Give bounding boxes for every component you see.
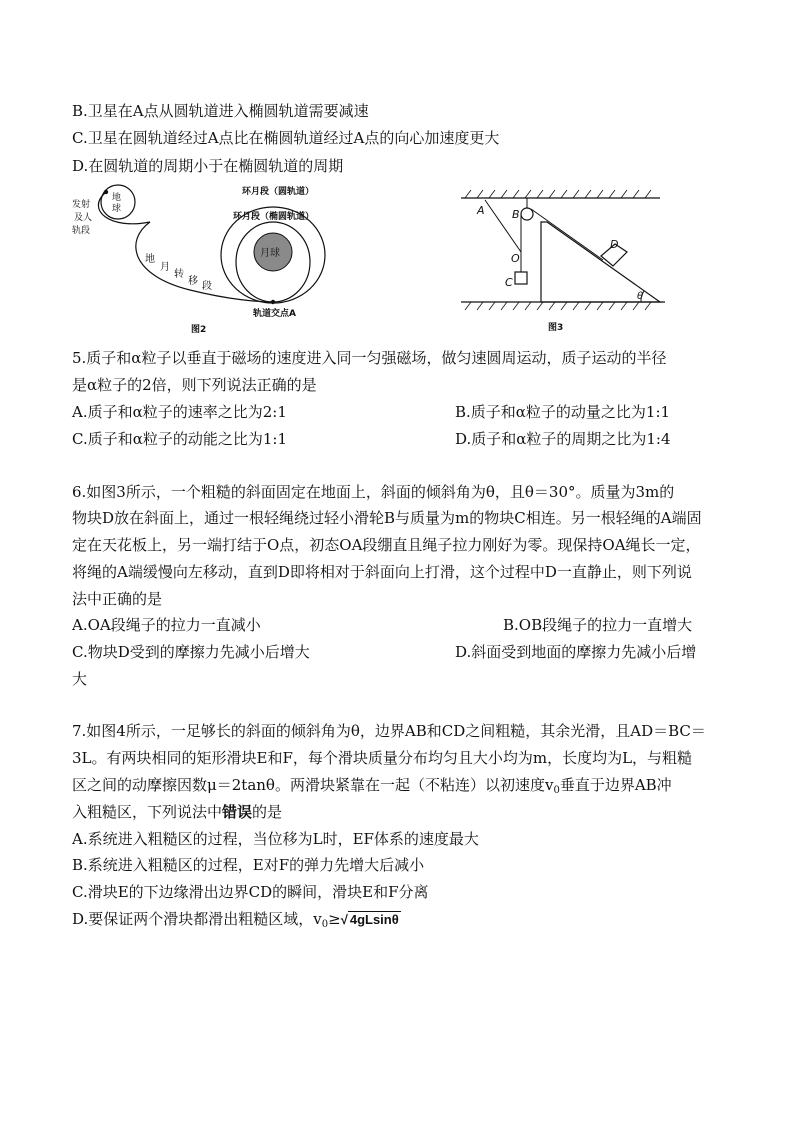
q6-stem-line-2: 物块D放在斜面上，通过一根轻绳绕过轻小滑轮B与质量为m的物块C相连。另一根轻绳的A端固 [72,509,702,527]
rope-bd [531,209,603,260]
q4-option-b: B.卫星在A点从圆轨道进入椭圆轨道需要减速 [72,102,369,120]
q4-option-c: C.卫星在圆轨道经过A点比在椭圆轨道经过A点的向心加速度更大 [72,129,500,147]
incline-wedge [541,222,660,302]
q7-stem-line-3: 区之间的动摩擦因数μ＝2tanθ。两滑块紧靠在一起（不粘连）以初速度$v_0$垂直于边界AB冲 [72,776,672,796]
transfer-label-2: 月 [160,262,170,273]
q7-option-d: D.要保证两个滑块都滑出粗糙区域，$v_0\ge√$ 4gLsinθ [72,910,399,930]
pulley-b [521,208,533,220]
transfer-label-1: 地 [145,254,155,265]
earth-label-top: 地 [112,193,122,203]
sqrt-expression: √ 4gLsinθ [340,912,399,927]
transfer-label-4: 移 [188,276,198,287]
q6-option-c: C.物块D受到的摩擦力先减小后增大 [72,643,310,661]
q6-option-d-line-2: 大 [72,670,88,688]
q7-stem-line-1: 7.如图4所示，一足够长的斜面的倾斜角为θ，边界AB和CD之间粗糙，其余光滑，且AD＝BC＝ [72,722,706,740]
label-d: D [610,238,619,251]
figure-2-caption: 图2 [191,325,207,335]
transfer-label-3: 转 [174,269,184,280]
q6-option-b: B.OB段绳子的拉力一直增大 [503,616,693,634]
transfer-label-5: 段 [202,281,212,292]
q5-option-b: B.质子和α粒子的动量之比为1:1 [455,403,671,421]
emphasis-wrong: 错误 [222,803,253,821]
q6-option-d-line-1: D.斜面受到地面的摩擦力先减小后增 [455,643,697,661]
ceiling-hatching [465,190,651,198]
q7-option-b: B.系统进入粗糙区的过程，E对F的弹力先增大后减小 [72,856,425,874]
point-a-label: 轨道交点A [253,309,296,319]
q5-stem-line-2: 是α粒子的2倍，则下列说法正确的是 [72,376,317,394]
launch-label-3: 轨段 [72,226,91,236]
label-c: C [505,276,513,289]
figure-2-orbit-diagram [70,180,370,340]
transfer-orbit-path [98,192,273,302]
ellipse-orbit-label: 环月段（椭圆轨道） [233,212,315,222]
q6-stem-line-5: 法中正确的是 [72,590,163,608]
label-a: A [477,204,485,217]
moon-label: 月球 [260,248,280,259]
q6-option-a: A.OA段绳子的拉力一直减小 [72,616,261,634]
q6-stem-line-4: 将绳的A端缓慢向左移动，直到D即将相对于斜面向上打滑，这个过程中D一直静止，则下列说 [72,563,692,581]
q5-stem-line-1: 5.质子和α粒子以垂直于磁场的速度进入同一匀强磁场，做匀速圆周运动，质子运动的半径 [72,349,667,367]
figure-3-incline-diagram [455,188,670,338]
block-c [515,272,527,284]
q7-stem-line-2: 3L。有两块相同的矩形滑块E和F，每个滑块质量分布均匀且大小均为m，长度均为L，与粗糙 [72,749,693,767]
q7-option-a: A.系统进入粗糙区的过程，当位移为L时，EF体系的速度最大 [72,830,479,848]
q5-option-d: D.质子和α粒子的周期之比为1:4 [455,430,671,448]
launch-label-1: 发射 [72,200,91,210]
figure-3-caption: 图3 [548,323,564,333]
ground-hatching [465,302,651,310]
q4-option-d: D.在圆轨道的周期小于在椭圆轨道的周期 [72,157,344,175]
q5-option-a: A.质子和α粒子的速率之比为2:1 [72,403,287,421]
launch-label-2: 及人 [74,213,93,223]
q7-option-c: C.滑块E的下边缘滑出边界CD的瞬间，滑块E和F分离 [72,883,429,901]
q6-stem-line-3: 定在天花板上，另一端打结于O点，初态OA段绷直且绳子拉力刚好为零。现保持OA绳长一定， [72,536,701,554]
earth-label-bottom: 球 [112,204,122,214]
label-theta: θ [637,291,644,302]
label-b: B [512,208,520,221]
circle-orbit-label: 环月段（圆轨道） [242,187,315,197]
q7-stem-line-4: 入粗糙区，下列说法中错误的是 [72,803,283,821]
q6-stem-line-1: 6.如图3所示，一个粗糙的斜面固定在地面上，斜面的倾斜角为θ，且θ＝30°。质量为3m的 [72,483,675,501]
label-o: O [511,252,520,265]
q5-option-c: C.质子和α粒子的动能之比为1:1 [72,430,287,448]
